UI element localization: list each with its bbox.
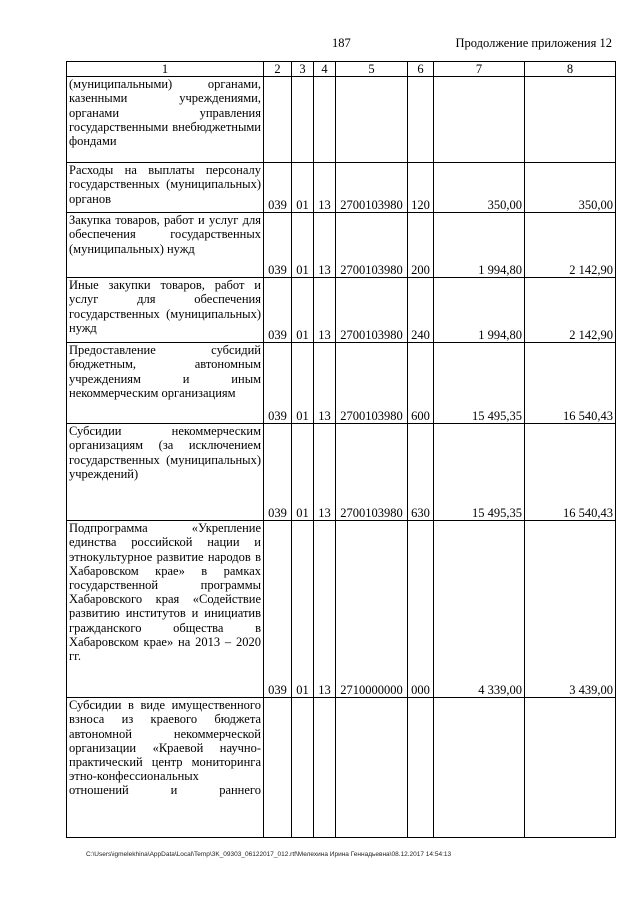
file-path-footer: C:\Users\igmelekhina\AppData\Local\Temp\3K_09303_06122017_012.rtf\Мелехина Ирина Геннадьевна\08.12.2017 14:54:13 (86, 851, 452, 858)
row-description: Закупка товаров, работ и услуг для обеспечения государственных (муниципальных) нужд (67, 213, 264, 278)
row-description: Расходы на выплаты персоналу государственных (муниципальных) органов (67, 163, 264, 213)
target-article-code: 2700103980 (336, 278, 408, 343)
subsection-code: 13 (314, 278, 336, 343)
row-description: Субсидии некоммерческим организациям (за исключением государственных (муниципальных) учреждений) (67, 424, 264, 521)
ministry-code (264, 698, 292, 838)
subsection-code: 13 (314, 213, 336, 278)
amount-year-1: 15 495,35 (434, 343, 525, 424)
ministry-code: 039 (264, 213, 292, 278)
amount-year-2: 3 439,00 (525, 521, 616, 698)
section-code: 01 (292, 278, 314, 343)
amount-year-1 (434, 698, 525, 838)
expense-type-code: 630 (408, 424, 434, 521)
section-code: 01 (292, 163, 314, 213)
amount-year-1: 350,00 (434, 163, 525, 213)
column-header: 7 (434, 62, 525, 77)
target-article-code (336, 698, 408, 838)
ministry-code: 039 (264, 278, 292, 343)
expense-type-code: 120 (408, 163, 434, 213)
target-article-code: 2700103980 (336, 213, 408, 278)
subsection-code: 13 (314, 163, 336, 213)
section-code (292, 698, 314, 838)
row-description: Подпрограмма «Укрепление единства российской нации и этнокультурное развитие народов в Хабаровском крае» в рамках государственной программы Хабаровского края «Содействие развитию институтов и инициатив гражданского общества в Хабаровском крае» на 2013 – 2020 гг. (67, 521, 264, 698)
expense-type-code: 240 (408, 278, 434, 343)
column-header: 6 (408, 62, 434, 77)
row-description: (муниципальными) органами, казенными учреждениями, органами управления государственными внебюджетными фондами (67, 77, 264, 163)
expense-type-code: 000 (408, 521, 434, 698)
section-code: 01 (292, 343, 314, 424)
table-row (67, 698, 616, 838)
row-description: Субсидии в виде имущественного взноса из краевого бюджета автономной некоммерческой организации «Краевой научно-практический центр мониторинга этно-конфессиональных отношений и раннего (67, 698, 264, 838)
section-code: 01 (292, 424, 314, 521)
amount-year-1: 1 994,80 (434, 213, 525, 278)
budget-table (66, 61, 616, 838)
section-code (292, 77, 314, 163)
ministry-code: 039 (264, 343, 292, 424)
section-code: 01 (292, 213, 314, 278)
row-description: Иные закупки товаров, работ и услуг для обеспечения государственных (муниципальных) нужд (67, 278, 264, 343)
target-article-code: 2700103980 (336, 343, 408, 424)
table-row (67, 213, 616, 278)
amount-year-2: 2 142,90 (525, 278, 616, 343)
subsection-code: 13 (314, 424, 336, 521)
amount-year-2: 16 540,43 (525, 343, 616, 424)
amount-year-1 (434, 77, 525, 163)
column-header: 1 (67, 62, 264, 77)
amount-year-1: 4 339,00 (434, 521, 525, 698)
appendix-continuation-label: Продолжение приложения 12 (455, 36, 612, 50)
ministry-code: 039 (264, 163, 292, 213)
table-row (67, 77, 616, 163)
table-header-row (67, 62, 616, 77)
table-row (67, 163, 616, 213)
target-article-code (336, 77, 408, 163)
table-row (67, 521, 616, 698)
table-row (67, 343, 616, 424)
column-header: 3 (292, 62, 314, 77)
expense-type-code: 600 (408, 343, 434, 424)
expense-type-code (408, 77, 434, 163)
amount-year-1: 1 994,80 (434, 278, 525, 343)
subsection-code: 13 (314, 343, 336, 424)
table-row (67, 424, 616, 521)
subsection-code (314, 698, 336, 838)
subsection-code (314, 77, 336, 163)
section-code: 01 (292, 521, 314, 698)
ministry-code: 039 (264, 521, 292, 698)
target-article-code: 2710000000 (336, 521, 408, 698)
column-header: 8 (525, 62, 616, 77)
expense-type-code: 200 (408, 213, 434, 278)
column-header: 2 (264, 62, 292, 77)
ministry-code: 039 (264, 424, 292, 521)
row-description: Предоставление субсидий бюджетным, автономным учреждениям и иным некоммерческим организациям (67, 343, 264, 424)
amount-year-2: 350,00 (525, 163, 616, 213)
amount-year-2 (525, 77, 616, 163)
target-article-code: 2700103980 (336, 424, 408, 521)
column-header: 5 (336, 62, 408, 77)
amount-year-2: 16 540,43 (525, 424, 616, 521)
page-number: 187 (332, 36, 351, 50)
subsection-code: 13 (314, 521, 336, 698)
ministry-code (264, 77, 292, 163)
amount-year-2: 2 142,90 (525, 213, 616, 278)
table-row (67, 278, 616, 343)
target-article-code: 2700103980 (336, 163, 408, 213)
expense-type-code (408, 698, 434, 838)
column-header: 4 (314, 62, 336, 77)
amount-year-2 (525, 698, 616, 838)
amount-year-1: 15 495,35 (434, 424, 525, 521)
